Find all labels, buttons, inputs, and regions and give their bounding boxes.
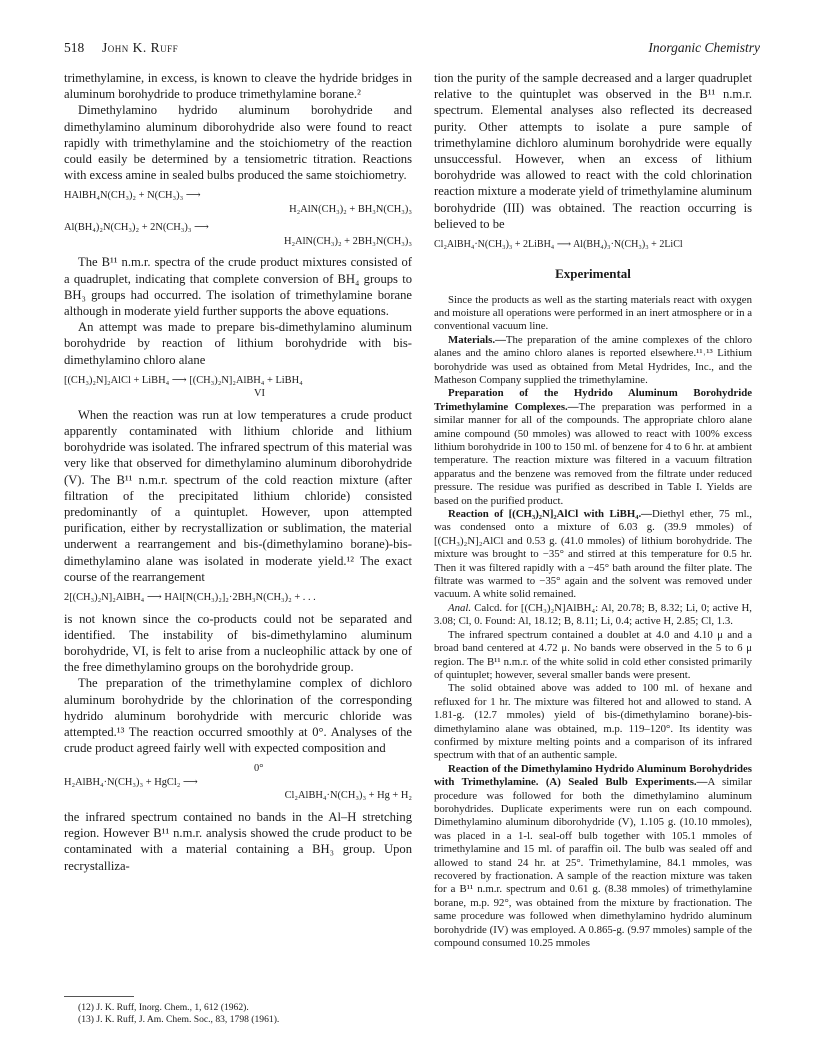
reaction-condition: 0° (254, 763, 264, 775)
left-column (64, 70, 412, 874)
footnote-rule (64, 996, 134, 997)
equation-line: Cl₂AlBH₄·N(CH₃)₃ + Hg + H₂ (284, 790, 412, 802)
paragraph: The infrared spectrum contained a doublet at 4.0 and 4.10 μ and a broad band centered at 4.72 μ. No bands were observed in the 5 to 6 μ region. The B¹¹ n.m.r. of the white solid in cold ether consisted primarily of quintuplet; however, several smaller bands were present. (434, 628, 752, 681)
runin-heading: Materials.— (448, 333, 506, 346)
running-head (64, 40, 760, 60)
footnote: (13) J. K. Ruff, J. Am. Chem. Soc., 83, 1798 (1961). (78, 1014, 280, 1025)
paragraph (434, 602, 752, 629)
footnotes (64, 1002, 412, 1026)
equation-line: Cl₂AlBH₄·N(CH₃)₃ + 2LiBH₄ ⟶ Al(BH₄)₃·N(CH₃)₃ + 2LiCl (434, 239, 683, 251)
paragraph: The preparation of the trimethylamine complex of dichloro aluminum borohydride by the chlorination of the corresponding hydrido aluminum borohydride with mercuric chloride was attempted.¹³ The reaction occurred smoothly at 0°. Analyses of the crude product agreed fairly well with expected composition and (64, 676, 412, 756)
runin-heading: Anal. (448, 601, 472, 614)
paragraph: is not known since the co-products could not be separated and identified. The instability of bis-dimethylamino aluminum borohydride, VI, is felt to arise from a nucleophilic attack by one of the free dimethylamino groups on the borohydride group. (64, 611, 412, 675)
footnote: (12) J. K. Ruff, Inorg. Chem., 1, 612 (1962). (78, 1002, 249, 1013)
paragraph: Since the products as well as the starting materials react with oxygen and moisture all operations were performed in an inert atmosphere or in a conventional vacuum line. (434, 293, 752, 333)
page-number: 518 (64, 40, 85, 55)
paragraph: Dimethylamino hydrido aluminum borohydride and dimethylamino aluminum diborohydride also were found to react rapidly with trimethylamine and the stoichiometry of the reaction could easily be determined by a tensiometric titration. Reactions with excess amine in sealed bulbs produced the same stoichiometry. (64, 103, 412, 183)
paragraph: An attempt was made to prepare bis-dimethylamino aluminum borohydride by reaction of lithium borohydride with bis-dimethylamino chloro alane (64, 320, 412, 367)
paragraph: tion the purity of the sample decreased and a larger quadruplet relative to the quintuplet was observed in the B¹¹ n.m.r. spectrum. Elemental analyses also reflected its decreased purity. Other attempts to isolate a pure sample of trimethylamine dichloro aluminum borohydride were equally unsuccessful. However, when an excess of lithium borohydride was allowed to react with the cold chlorination reaction mixture a moderate yield of trimethylamine aluminum borohydride (III) was obtained. The reaction occurring is believed to be (434, 71, 752, 231)
equation-label: VI (254, 388, 265, 400)
equation (64, 591, 412, 605)
runin-heading: Reaction of the Dimethylamino Hydrido Aluminum Borohydrides with Trimethylamine. (A) Sealed Bulb Experiments.— (434, 762, 752, 789)
paragraph (434, 387, 752, 508)
paragraph (434, 763, 752, 951)
equation (64, 762, 412, 803)
paragraph-text: A similar procedure was followed for both the dimethylamino aluminum borohydrides. Duplicate experiments were run on each compound. Dimethylamino aluminum diborohydride (V), 1.105 g. (10.10 mmoles), was placed in a 1-l. seal-off bulb together with 105.1 mmoles of trimethylamine and 15 ml. of paraffin oil. The bulb was sealed off and allowed to stand 24 hr. at 25°. Trimethylamine, 84.1 mmoles, was recovered by fractionation. A sample of the reaction mixture was taken for a B¹¹ n.m.r. spectrum and 0.61 g. (8.38 mmoles) of trimethylamine borane, m.p. 92°, was obtained from the mixture by fractionation. The same procedure was followed when dimethylamino hydrido aluminum borohydride (IV) was employed. A 0.865-g. (9.97 mmoles) sample of the compound consumed 10.25 mmoles (434, 776, 753, 950)
runin-heading: Reaction of [(CH₃)₂N]₂AlCl with LiBH₄.— (448, 508, 652, 521)
equation-line: H₂AlN(CH₃)₂ + BH₃N(CH₃)₃ (289, 203, 412, 215)
paragraph (434, 508, 752, 602)
equation-line: H₂AlBH₄·N(CH₃)₃ + HgCl₂ ⟶ (64, 776, 198, 788)
paragraph-text: The preparation was performed in a similar manner for all of the compounds. The appropriate chloro alane amine compound (50 mmoles) was allowed to react with 100% excess lithium borohydride in 100 to 150 ml. of benzene for 4 to 6 hr. at ambient temperature. The reaction mixture was filtered in a vacuum filtration apparatus and the benzene was removed from the filtrate under reduced pressure. The residue was purified as described in Table I. Yields are based on the purified product. (434, 400, 753, 507)
right-column (434, 70, 752, 950)
equation (64, 189, 412, 248)
running-journal: Inorganic Chemistry (648, 40, 760, 55)
section-title: Experimental (555, 265, 631, 281)
paragraph-text: Diethyl ether, 75 ml., was condensed onto a mixture of 6.03 g. (39.9 mmoles) of [(CH₃)₂N]₂AlCl and 0.53 g. (41.0 mmoles) of lithium borohydride. The mixture was brought to −35° and stirred at this temperature for 0.5 hr. Then it was filtered rapidly with a −45° bath around the filter plate. The filtrate was warmed to −35° again and the solvent was removed under vacuum. A white solid remained. (434, 508, 753, 601)
paragraph: the infrared spectrum contained no bands in the Al–H stretching region. However B¹¹ n.m.r. analysis showed the crude product to be contaminated with a material containing a BH₃ group. Upon recrystalliza- (64, 809, 412, 873)
paragraph-text: Calcd. for [(CH₃)₂N]AlBH₄: Al, 20.78; B, 8.32; Li, 0; active H, 3.08; Cl, 0. Found: Al, 18.12; B, 8.11; Li, 0.4; active H, 2.85; Cl, 1.3. (434, 601, 753, 628)
runin-heading: Preparation of the Hydrido Aluminum Borohydride Trimethylamine Complexes.— (434, 387, 752, 413)
equation-line: HAlBH₄N(CH₃)₂ + N(CH₃)₃ ⟶ (64, 190, 201, 202)
paragraph: The solid obtained above was added to 100 ml. of hexane and refluxed for 1 hr. The mixture was filtered hot and allowed to stand. A 1.81-g. (12.7 mmoles) yield of bis-(dimethylamino borane)-bis-dimethylamino alane was obtained, m.p. 119–120°. Its identity was confirmed by mixture melting points and a comparison of its infrared spectrum with that of an authentic sample. (434, 682, 752, 762)
equation-line: 2[(CH₃)₂N]₂AlBH₄ ⟶ HAl[N(CH₃)₂]₂·2BH₃N(CH₃)₂ + . . . (64, 592, 316, 604)
paragraph-text: The preparation of the amine complexes of the chloro alanes and the amino chloro alanes is reported elsewhere.¹¹˒¹³ Lithium borohydride was used as obtained from Metal Hydrides, Inc., and the Matheson Company supplied the trimethylamine. (434, 333, 752, 386)
running-author: John K. Ruff (102, 40, 179, 55)
equation (434, 238, 752, 252)
experimental-section (434, 294, 752, 951)
paragraph: The B¹¹ n.m.r. spectra of the crude product mixtures consisted of a quadruplet, indicating that complete conversion of BH₄ groups to BH₃ groups had occurred. The isolation of trimethylamine borane although in moderate yield further supports the above equations. (64, 255, 412, 319)
equation-line: [(CH₃)₂N]₂AlCl + LiBH₄ ⟶ [(CH₃)₂N]₂AlBH₄ + LiBH₄ (64, 374, 303, 386)
paragraph (434, 334, 752, 388)
paragraph: When the reaction was run at low temperatures a crude product apparently contaminated with lithium chloride and lithium borohydride was isolated. The infrared spectrum of this material was very like that observed for dimethylamino aluminum diborohydride (V). The B¹¹ n.m.r. spectrum of the cold reaction mixture (after filtration of the precipitated lithium chloride) consisted predominantly of a quintuplet. However, upon attempted purification, either by recrystallization or sublimation, the material underwent a rearrangement and bis-(dimethylamino borane)-bis-dimethylamino alane was isolated in moderate yield.¹² The exact course of the rearrangement (64, 407, 412, 584)
paragraph: trimethylamine, in excess, is known to cleave the hydride bridges in aluminum borohydride to produce trimethylamine borane.² (64, 71, 412, 102)
equation-line: Al(BH₄)₂N(CH₃)₂ + 2N(CH₃)₃ ⟶ (64, 222, 209, 234)
equation (64, 374, 412, 401)
equation-line: H₂AlN(CH₃)₂ + 2BH₃N(CH₃)₃ (283, 235, 412, 247)
